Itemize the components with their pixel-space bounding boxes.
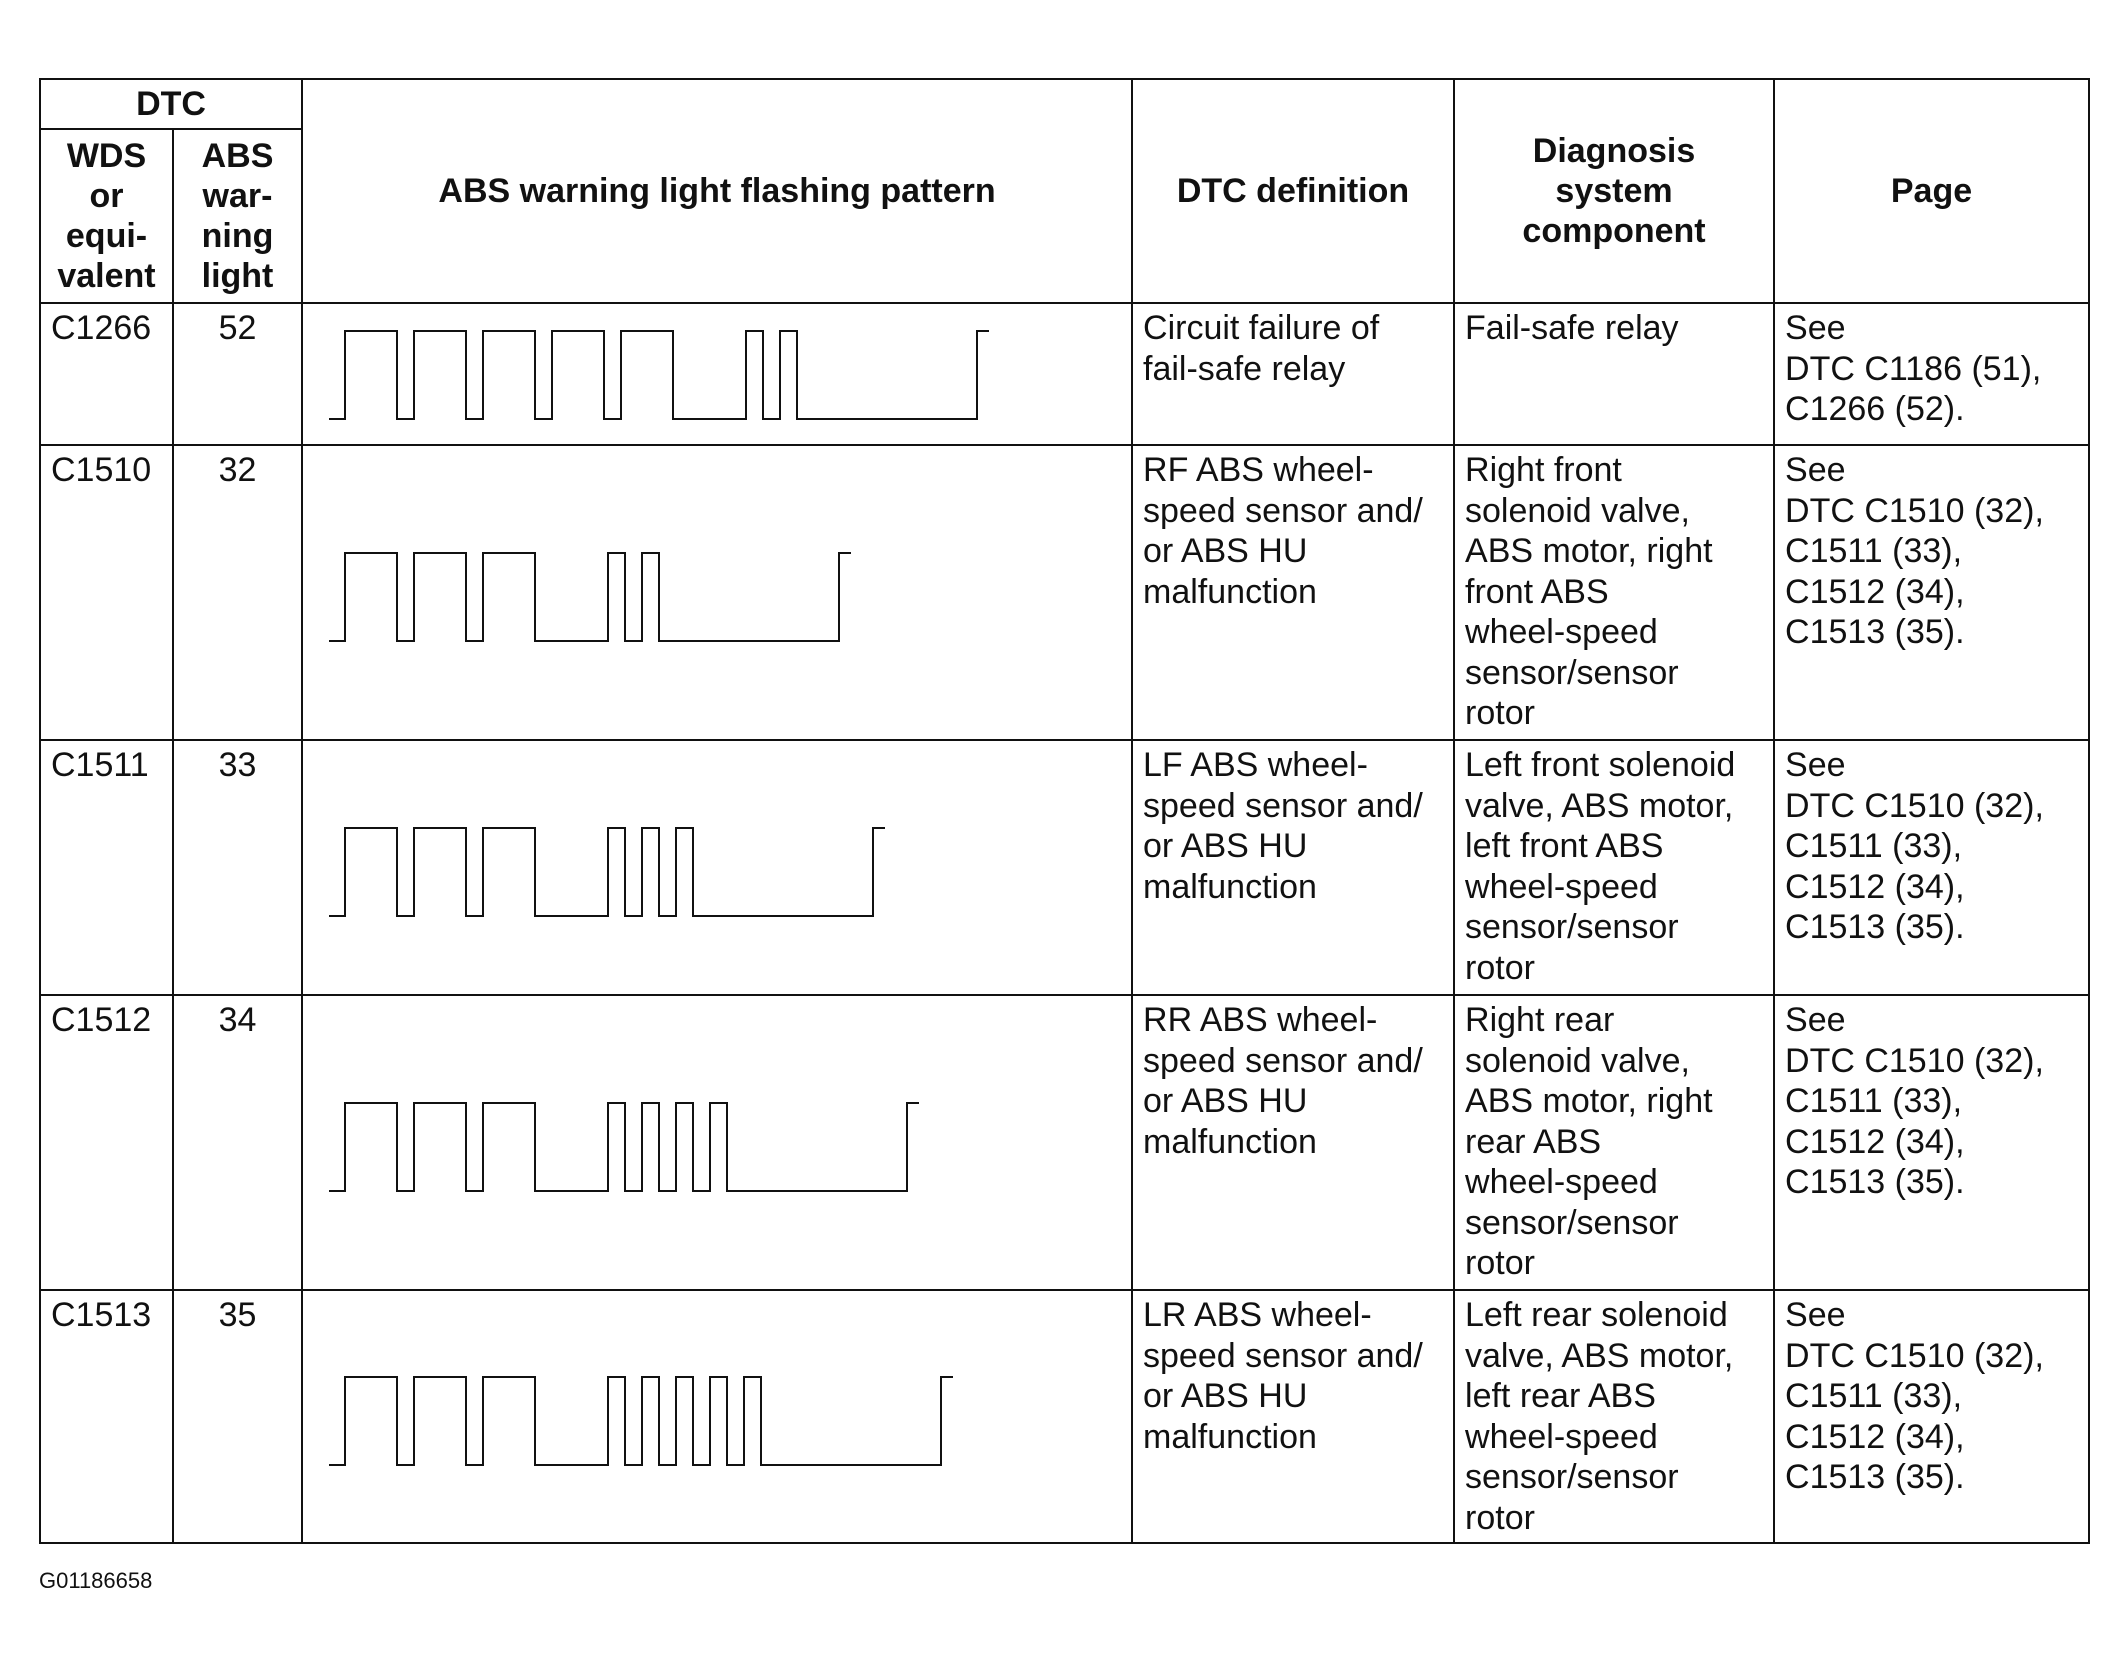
abs-code-cell <box>173 303 302 445</box>
definition-line: speed sensor and/ <box>1143 786 1423 825</box>
page-line: C1512 (34), <box>1785 1417 1965 1456</box>
component-line: rotor <box>1465 694 1535 733</box>
component-line: wheel-speed <box>1465 1163 1658 1202</box>
wds-code-cell <box>40 1290 173 1543</box>
page-line: C1513 (35). <box>1785 1458 1965 1497</box>
definition-line: RR ABS wheel- <box>1143 1001 1378 1040</box>
table-row <box>40 445 2089 740</box>
component-line: rotor <box>1465 1244 1535 1283</box>
page-line: See <box>1785 1001 1846 1040</box>
table-row <box>40 303 2089 445</box>
component-line: ABS motor, right <box>1465 1082 1713 1121</box>
dtc-definition-cell <box>1132 445 1454 740</box>
table-row <box>40 740 2089 995</box>
dtc-definition-cell <box>1132 995 1454 1290</box>
component-line: solenoid valve, <box>1465 491 1690 530</box>
page-line: C1512 (34), <box>1785 572 1965 611</box>
page-line: DTC C1510 (32), <box>1785 1041 2044 1080</box>
wds-header: WDS or equi- valent <box>40 129 173 303</box>
diagnosis-component-cell <box>1454 740 1774 995</box>
definition-line: RF ABS wheel- <box>1143 451 1374 490</box>
wds-code-cell <box>40 995 173 1290</box>
flashing-pattern-cell <box>302 303 1132 445</box>
component-line: rear ABS <box>1465 1122 1602 1161</box>
pattern-header: ABS warning light flashing pattern <box>302 79 1132 303</box>
dtc-table <box>39 78 2090 1544</box>
page-reference-cell <box>1774 445 2089 740</box>
pulse-train <box>329 553 851 641</box>
definition-line: fail-safe relay <box>1143 349 1346 388</box>
pulse-train <box>329 1377 953 1465</box>
abs-code-cell <box>173 995 302 1290</box>
component-line: sensor/sensor <box>1465 653 1679 692</box>
definition-line: speed sensor and/ <box>1143 1041 1423 1080</box>
abs-code-cell <box>173 445 302 740</box>
table-row <box>40 995 2089 1290</box>
component-line: left front ABS <box>1465 827 1664 866</box>
definition-line: or ABS HU <box>1143 1082 1308 1121</box>
flashing-pattern-waveform <box>303 304 1133 446</box>
page-line: DTC C1510 (32), <box>1785 1336 2044 1375</box>
definition-line: malfunction <box>1143 572 1317 611</box>
dtc-definition-cell <box>1132 740 1454 995</box>
component-line: wheel-speed <box>1465 1417 1658 1456</box>
wds-code-cell <box>40 445 173 740</box>
wds-code: C1513 <box>51 1296 152 1335</box>
flashing-pattern-waveform <box>303 996 1133 1290</box>
component-line: sensor/sensor <box>1465 1458 1679 1497</box>
definition-line: malfunction <box>1143 1122 1317 1161</box>
component-line: sensor/sensor <box>1465 908 1679 947</box>
diagnosis-component-cell <box>1454 445 1774 740</box>
component-line: sensor/sensor <box>1465 1203 1679 1242</box>
page-line: See <box>1785 1296 1846 1335</box>
component-line: Left front solenoid <box>1465 746 1736 785</box>
page-line: C1512 (34), <box>1785 867 1965 906</box>
definition-line: or ABS HU <box>1143 532 1308 571</box>
component-line: wheel-speed <box>1465 613 1658 652</box>
definition-line: malfunction <box>1143 867 1317 906</box>
definition-line: speed sensor and/ <box>1143 1336 1423 1375</box>
dtc-group-header: DTC <box>40 79 302 129</box>
page-line: DTC C1186 (51), <box>1785 349 2042 388</box>
definition-line: or ABS HU <box>1143 827 1308 866</box>
flashing-pattern-cell <box>302 995 1132 1290</box>
diagnosis-component-cell <box>1454 1290 1774 1543</box>
component-line: left rear ABS <box>1465 1377 1656 1416</box>
page-line: C1511 (33), <box>1785 1082 1963 1121</box>
page-header: Page <box>1774 79 2089 303</box>
component-line: rotor <box>1465 1498 1535 1537</box>
wds-code-cell <box>40 303 173 445</box>
flashing-pattern-waveform <box>303 741 1133 995</box>
flashing-pattern-waveform <box>303 1291 1133 1543</box>
wds-code: C1510 <box>51 451 152 490</box>
abs-code: 35 <box>218 1296 257 1335</box>
component-line: Right rear <box>1465 1001 1615 1040</box>
abs-code: 34 <box>218 1001 257 1040</box>
dtc-definition-cell <box>1132 303 1454 445</box>
diagnosis-component-cell <box>1454 303 1774 445</box>
page-line: C1513 (35). <box>1785 1163 1965 1202</box>
definition-header: DTC definition <box>1132 79 1454 303</box>
page-line: See <box>1785 746 1846 785</box>
component-line: solenoid valve, <box>1465 1041 1690 1080</box>
figure-id: G01186658 <box>39 1568 153 1593</box>
component-line: Fail-safe relay <box>1465 309 1679 347</box>
abs-light-header: ABS war- ning light <box>173 129 302 303</box>
page-reference-cell <box>1774 740 2089 995</box>
component-line: Left rear solenoid <box>1465 1296 1728 1335</box>
abs-code-cell <box>173 740 302 995</box>
component-line: Right front <box>1465 451 1622 490</box>
component-line: ABS motor, right <box>1465 532 1713 571</box>
component-line: front ABS <box>1465 572 1609 611</box>
flashing-pattern-waveform <box>303 446 1133 740</box>
page-reference-cell <box>1774 995 2089 1290</box>
pulse-train <box>329 331 989 419</box>
wds-code: C1511 <box>51 746 149 785</box>
page-reference-cell <box>1774 1290 2089 1543</box>
flashing-pattern-cell <box>302 445 1132 740</box>
definition-line: LF ABS wheel- <box>1143 746 1368 785</box>
abs-code: 52 <box>218 309 257 347</box>
page-line: C1511 (33), <box>1785 827 1963 866</box>
diagnosis-component-cell <box>1454 995 1774 1290</box>
page-line: C1513 (35). <box>1785 908 1965 947</box>
wds-code: C1512 <box>51 1001 152 1040</box>
definition-line: Circuit failure of <box>1143 309 1380 347</box>
component-line: wheel-speed <box>1465 867 1658 906</box>
abs-code: 32 <box>218 451 257 490</box>
component-header: Diagnosis system component <box>1454 79 1774 303</box>
page-line: DTC C1510 (32), <box>1785 786 2044 825</box>
definition-line: LR ABS wheel- <box>1143 1296 1372 1335</box>
page-line: C1266 (52). <box>1785 390 1965 428</box>
definition-line: or ABS HU <box>1143 1377 1308 1416</box>
page-line: C1511 (33), <box>1785 532 1963 571</box>
pulse-train <box>329 1103 919 1191</box>
pulse-train <box>329 828 885 916</box>
definition-line: speed sensor and/ <box>1143 491 1423 530</box>
page-line: C1513 (35). <box>1785 613 1965 652</box>
flashing-pattern-cell <box>302 740 1132 995</box>
table-row <box>40 1290 2089 1543</box>
component-line: rotor <box>1465 948 1535 987</box>
page-line: C1511 (33), <box>1785 1377 1963 1416</box>
abs-code-cell <box>173 1290 302 1543</box>
page-line: C1512 (34), <box>1785 1122 1965 1161</box>
page-line: DTC C1510 (32), <box>1785 491 2044 530</box>
page-line: See <box>1785 451 1846 490</box>
definition-line: malfunction <box>1143 1417 1317 1456</box>
dtc-definition-cell <box>1132 1290 1454 1543</box>
abs-code: 33 <box>218 746 257 785</box>
flashing-pattern-cell <box>302 1290 1132 1543</box>
page-line: See <box>1785 309 1846 347</box>
wds-code: C1266 <box>51 309 152 347</box>
wds-code-cell <box>40 740 173 995</box>
component-line: valve, ABS motor, <box>1465 786 1734 825</box>
page-reference-cell <box>1774 303 2089 445</box>
component-line: valve, ABS motor, <box>1465 1336 1734 1375</box>
